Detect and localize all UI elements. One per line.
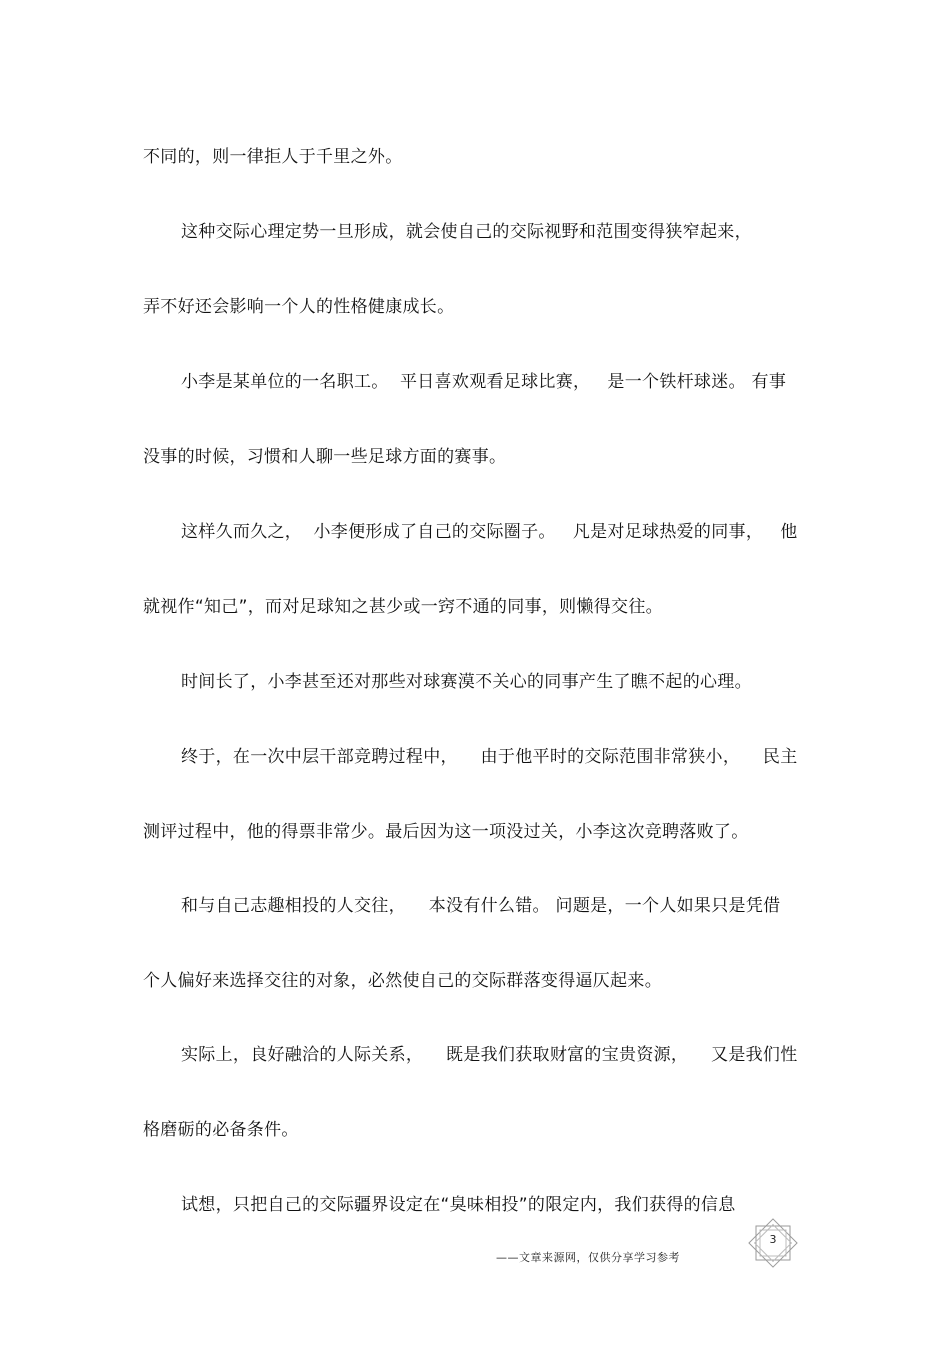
text-line-11: 和与自己志趣相投的人交往， 本没有什么错。 问题是，一个人如果只是凭借 [181, 896, 781, 916]
text-line-6: 这样久而久之， 小李便形成了自己的交际圈子。 凡是对足球热爱的同事， 他 [181, 522, 798, 542]
text-line-2: 这种交际心理定势一旦形成，就会使自己的交际视野和范围变得狭窄起来， [181, 222, 752, 242]
page-number: 3 [769, 1233, 777, 1246]
text-line-7: 就视作“知己”，而对足球知之甚少或一窍不通的同事，则懒得交往。 [143, 597, 663, 617]
text-line-14: 格磨砺的必备条件。 [143, 1120, 299, 1140]
text-line-8: 时间长了，小李甚至还对那些对球赛漠不关心的同事产生了瞧不起的心理。 [181, 672, 752, 692]
text-line-13: 实际上，良好融洽的人际关系， 既是我们获取财富的宝贵资源， 又是我们性 [181, 1045, 798, 1065]
text-line-10: 测评过程中，他的得票非常少。最后因为这一项没过关，小李这次竞聘落败了。 [143, 822, 749, 842]
text-line-15: 试想，只把自己的交际疆界设定在“臭味相投”的限定内，我们获得的信息 [181, 1195, 736, 1215]
page-number-badge [748, 1218, 798, 1268]
text-line-3: 弄不好还会影响一个人的性格健康成长。 [143, 297, 455, 317]
text-line-12: 个人偏好来选择交往的对象，必然使自己的交际群落变得逼仄起来。 [143, 971, 662, 991]
text-line-1: 不同的，则一律拒人于千里之外。 [143, 147, 403, 167]
text-line-9: 终于，在一次中层干部竞聘过程中， 由于他平时的交际范围非常狭小， 民主 [181, 747, 798, 767]
text-line-5: 没事的时候，习惯和人聊一些足球方面的赛事。 [143, 447, 507, 467]
footer-source-text: ——文章来源网，仅供分享学习参考 [496, 1251, 680, 1264]
text-line-4: 小李是某单位的一名职工。 平日喜欢观看足球比赛， 是一个铁杆球迷。 有事 [181, 372, 787, 392]
